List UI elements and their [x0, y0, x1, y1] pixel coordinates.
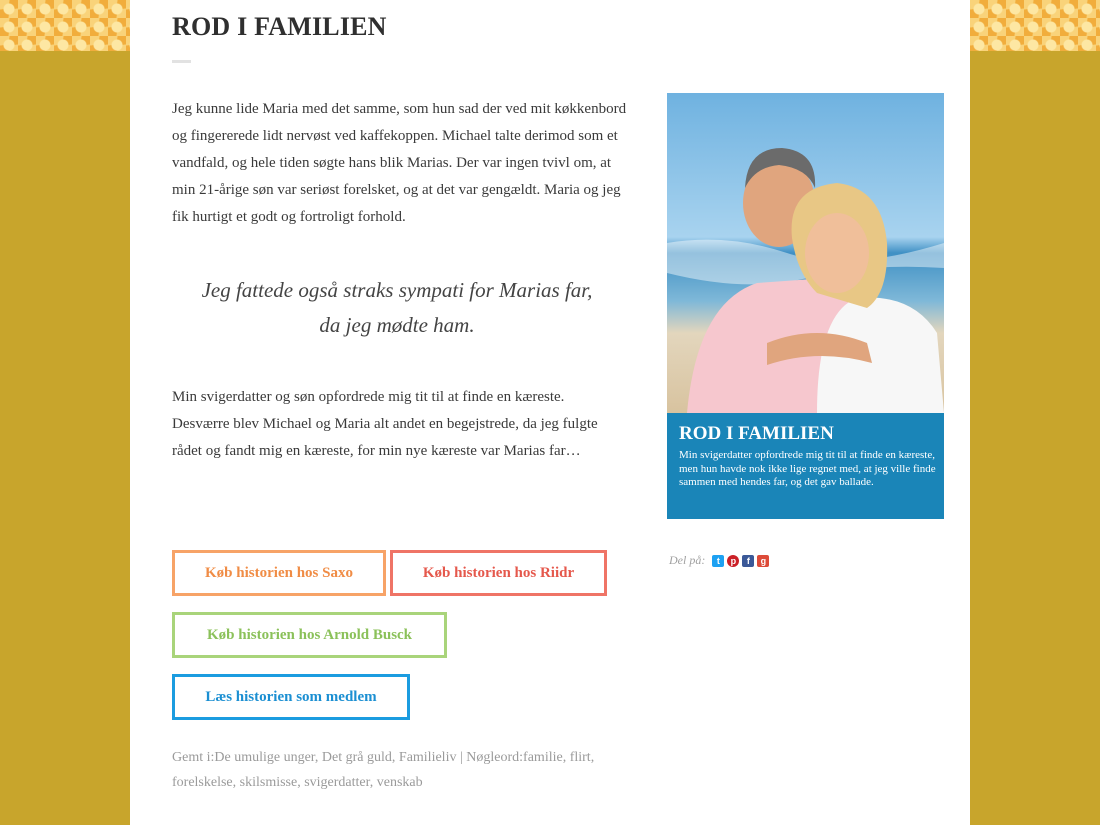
story-card[interactable]: [667, 93, 944, 519]
share-label: Del på:: [669, 553, 706, 567]
category-link[interactable]: De umulige unger: [214, 750, 315, 765]
buy-riidr-button[interactable]: Køb historien hos Riidr: [390, 550, 607, 596]
decorative-pattern-right: [970, 0, 1100, 51]
pull-quote: [172, 273, 622, 343]
read-as-member-button[interactable]: Læs historien som medlem: [172, 674, 410, 720]
twitter-icon[interactable]: t: [712, 555, 724, 567]
tags-separator: |: [456, 750, 467, 765]
couple-photo: [667, 93, 944, 413]
saved-in-label: Gemt i:: [172, 750, 215, 765]
category-link[interactable]: Det grå guld: [321, 750, 392, 765]
title-divider: [172, 60, 191, 63]
keywords-label: Nøgleord:: [466, 750, 524, 765]
article-tags: Gemt i:De umulige unger, Det grå guld, Familieliv | Nøgleord:familie, flirt, forelskelse, skilsmisse, svigerdatter, venskab: [172, 750, 595, 790]
decorative-pattern-left: [0, 0, 130, 51]
category-link[interactable]: Familieliv: [398, 750, 457, 765]
article-page: [130, 0, 970, 825]
facebook-icon[interactable]: f: [742, 555, 754, 567]
buy-saxo-button[interactable]: Køb historien hos Saxo: [172, 550, 386, 596]
pull-quote-line-1: Jeg fattede også straks sympati for Marias far,: [201, 278, 593, 302]
share-bar: [669, 553, 772, 568]
card-title: ROD I FAMILIEN: [679, 423, 834, 444]
article-title: ROD I FAMILIEN: [172, 12, 387, 41]
card-summary: Min svigerdatter opfordrede mig tit til at finde en kæreste, men hun havde nok ikke lige regnet med, at jeg ville finde sammen med hendes far, og det gav ballade.: [679, 449, 936, 488]
google-plus-icon[interactable]: g: [757, 555, 769, 567]
pull-quote-line-2: da jeg mødte ham.: [319, 313, 475, 337]
buy-arnold-busck-button[interactable]: Køb historien hos Arnold Busck: [172, 612, 447, 658]
article-paragraph-2: Min svigerdatter og søn opfordrede mig tit til at finde en kæreste. Desværre blev Michael og Maria alt andet en begejstrede, da jeg fulgte rådet og fandt mig en kæreste, for min nye kæreste var Marias far…: [172, 389, 598, 459]
keywords-list: familie, flirt, forelskelse, skilsmisse, svigerdatter, venskab: [172, 750, 595, 790]
article-paragraph-1: Jeg kunne lide Maria med det samme, som hun sad der ved mit køkkenbord og fingererede lidt nervøst ved kaffekoppen. Michael talte derimod som et vandfald, og hele tiden søgte hans blik Marias. Der var ingen tvivl om, at min 21-årige søn var seriøst forelsket, og at det var gengældt. Maria og jeg fik hurtigt et godt og fortroligt forhold.: [172, 101, 627, 225]
pinterest-icon[interactable]: p: [727, 555, 739, 567]
